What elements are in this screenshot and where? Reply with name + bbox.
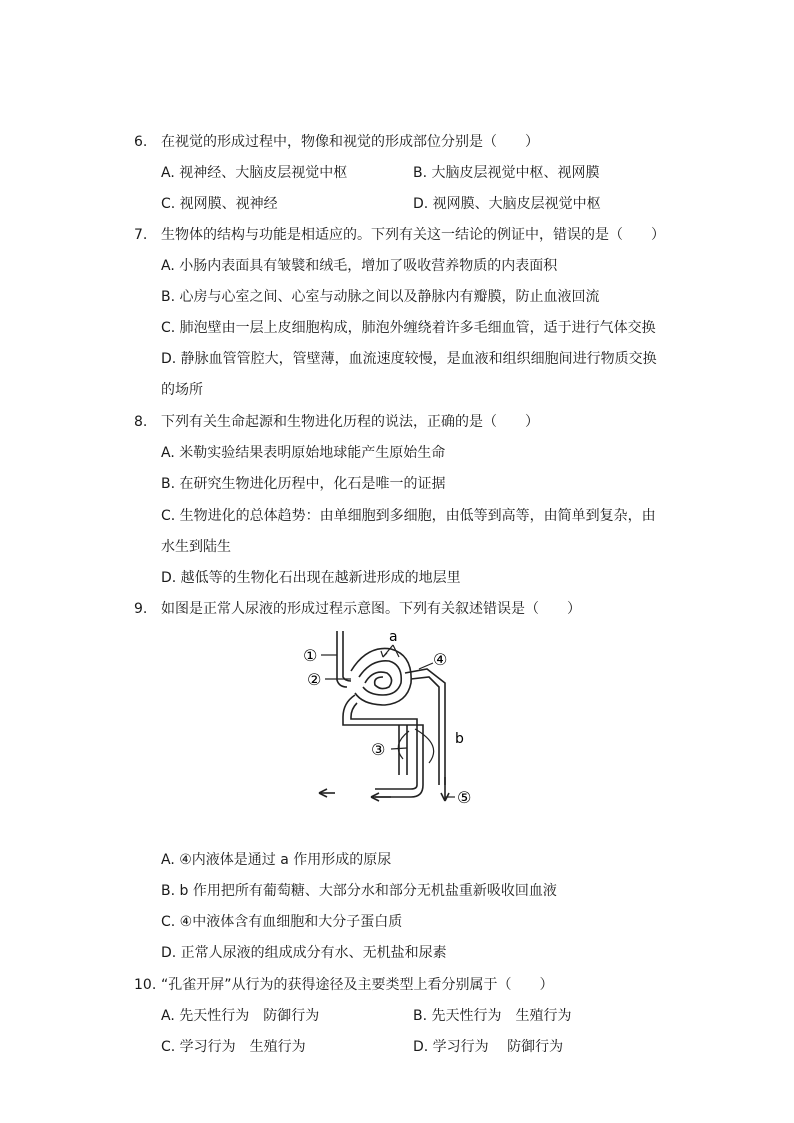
option-d-continued: 的场所	[161, 382, 203, 398]
option-d[interactable]: D. 学习行为 防御行为	[413, 1039, 564, 1055]
option-d[interactable]: D. 视网膜、大脑皮层视觉中枢	[413, 196, 601, 212]
question-stem: 生物体的结构与功能是相适应的。下列有关这一结论的例证中，错误的是（ ）	[161, 227, 665, 243]
option-a[interactable]: A. ④内液体是通过 a 作用形成的原尿	[161, 852, 392, 868]
label-1: ①	[303, 646, 318, 665]
option-d[interactable]: D. 静脉血管管腔大，管壁薄，血流速度较慢，是血液和组织细胞间进行物质交换	[161, 351, 657, 367]
option-b[interactable]: B. b 作用把所有葡萄糖、大部分水和部分无机盐重新吸收回血液	[161, 883, 557, 899]
label-b: b	[455, 731, 464, 747]
option-b[interactable]: B. 大脑皮层视觉中枢、视网膜	[413, 165, 600, 181]
option-b[interactable]: B. 先天性行为 生殖行为	[413, 1008, 572, 1024]
option-a[interactable]: A. 米勒实验结果表明原始地球能产生原始生命	[161, 445, 446, 461]
question-number: 9.	[134, 601, 148, 617]
label-a: a	[389, 629, 398, 645]
question-number: 7.	[134, 227, 148, 243]
option-d[interactable]: D. 越低等的生物化石出现在越新进形成的地层里	[161, 570, 461, 586]
question-number: 10.	[134, 977, 157, 993]
option-a[interactable]: A. 视神经、大脑皮层视觉中枢	[161, 165, 348, 181]
label-4: ④	[433, 650, 448, 669]
option-a[interactable]: A. 先天性行为 防御行为	[161, 1008, 320, 1024]
option-a[interactable]: A. 小肠内表面具有皱襞和绒毛，增加了吸收营养物质的内表面积	[161, 258, 558, 274]
question-number: 6.	[134, 134, 148, 150]
question-stem: “孔雀开屏”从行为的获得途径及主要类型上看分别属于（ ）	[161, 977, 554, 993]
label-3: ③	[371, 740, 386, 759]
option-c[interactable]: C. 视网膜、视神经	[161, 196, 278, 212]
label-2: ②	[307, 670, 322, 689]
option-b[interactable]: B. 在研究生物进化历程中，化石是唯一的证据	[161, 476, 446, 492]
option-c[interactable]: C. ④中液体含有血细胞和大分子蛋白质	[161, 914, 403, 930]
question-stem: 下列有关生命起源和生物进化历程的说法，正确的是（ ）	[161, 414, 539, 430]
option-b[interactable]: B. 心房与心室之间、心室与动脉之间以及静脉内有瓣膜，防止血液回流	[161, 289, 600, 305]
question-stem: 在视觉的形成过程中，物像和视觉的形成部位分别是（ ）	[161, 134, 539, 150]
question-number: 8.	[134, 414, 148, 430]
label-5: ⑤	[457, 788, 472, 807]
option-c[interactable]: C. 生物进化的总体趋势：由单细胞到多细胞，由低等到高等，由简单到复杂，由	[161, 508, 656, 524]
option-c-continued: 水生到陆生	[161, 539, 231, 555]
option-d[interactable]: D. 正常人尿液的组成成分有水、无机盐和尿素	[161, 945, 447, 961]
nephron-diagram	[295, 625, 495, 810]
question-stem: 如图是正常人尿液的形成过程示意图。下列有关叙述错误是（ ）	[161, 601, 581, 617]
option-c[interactable]: C. 学习行为 生殖行为	[161, 1039, 306, 1055]
option-c[interactable]: C. 肺泡壁由一层上皮细胞构成，肺泡外缠绕着许多毛细血管，适于进行气体交换	[161, 320, 656, 336]
